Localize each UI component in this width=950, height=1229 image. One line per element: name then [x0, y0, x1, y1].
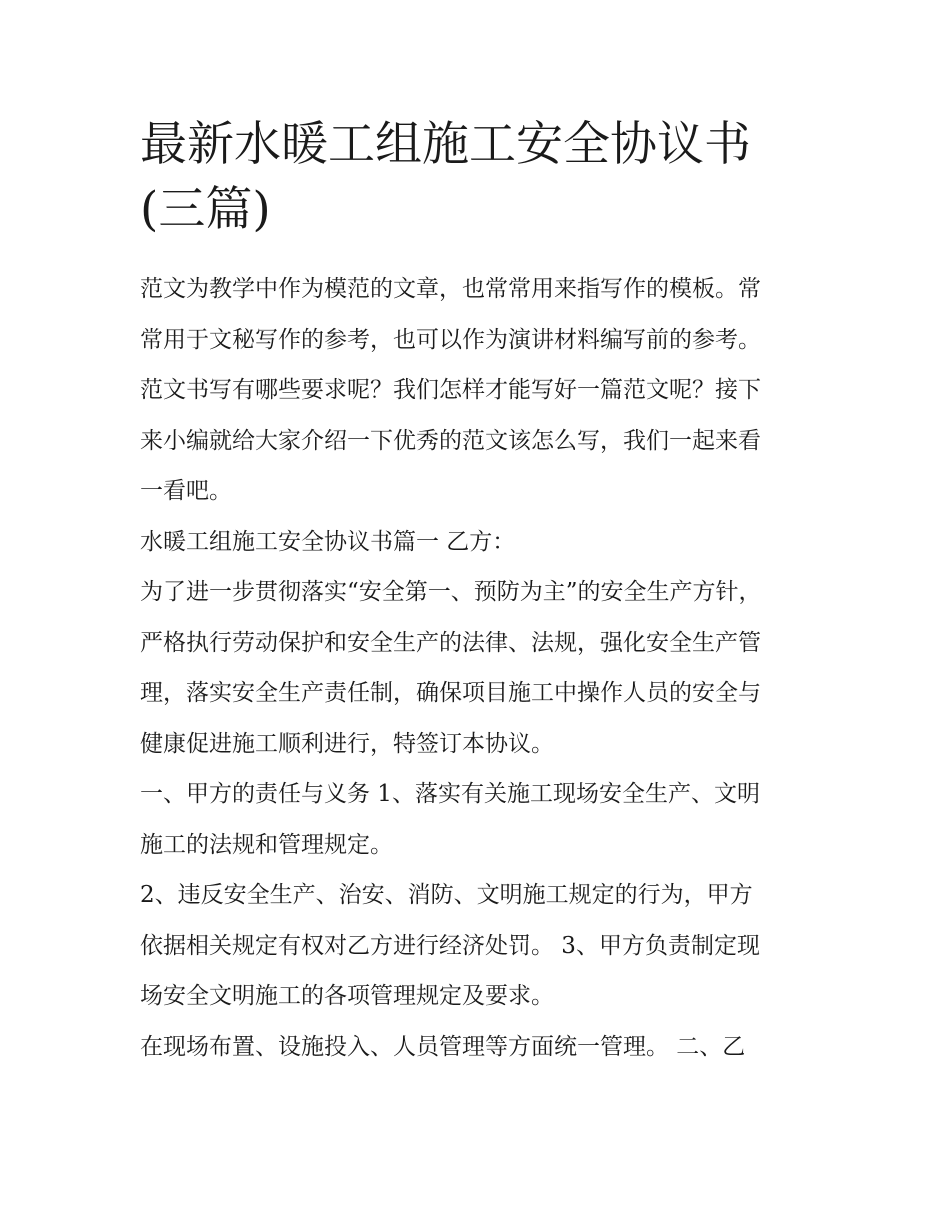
- text-line: 一看吧。: [140, 478, 232, 504]
- text-line: 范文为教学中作为模范的文章，也常常用来指写作的模板。常: [140, 276, 761, 302]
- document-page: [140, 112, 812, 1072]
- title-line: 最新水暖工组施工安全协议书: [140, 117, 751, 172]
- text-line: 水暖工组施工安全协议书篇一 乙方：: [140, 528, 516, 555]
- document-body: [140, 264, 812, 1072]
- text-line: 健康促进施工顺利进行，特签订本协议。: [140, 730, 554, 757]
- document-title: [140, 112, 812, 242]
- title-line: (三篇): [140, 182, 271, 237]
- text-line: 一、甲方的责任与义务 1、落实有关施工现场安全生产、文明: [140, 781, 760, 807]
- text-line: 场安全文明施工的各项管理规定及要求。: [140, 983, 554, 1009]
- text-line: 为了进一步贯彻落实“安全第一、预防为主”的安全生产方针，: [140, 579, 762, 605]
- text-line: 常用于文秘写作的参考，也可以作为演讲材料编写前的参考。: [140, 326, 761, 353]
- text-line: 在现场布置、设施投入、人员管理等方面统一管理。 二、乙: [140, 1033, 746, 1060]
- text-line: 施工的法规和管理规定。: [140, 831, 393, 858]
- text-line: 严格执行劳动保护和安全生产的法律、法规，强化安全生产管: [140, 629, 761, 656]
- text-line: 范文书写有哪些要求呢？我们怎样才能写好一篇范文呢？接下: [140, 377, 761, 403]
- text-line: 来小编就给大家介绍一下优秀的范文该怎么写，我们一起来看: [140, 427, 761, 454]
- text-line: 2、违反安全生产、治安、消防、文明施工规定的行为，甲方: [140, 882, 753, 908]
- text-line: 理，落实安全生产责任制，确保项目施工中操作人员的安全与: [140, 680, 761, 706]
- text-line: 依据相关规定有权对乙方进行经济处罚。 3、甲方负责制定现: [140, 932, 760, 959]
